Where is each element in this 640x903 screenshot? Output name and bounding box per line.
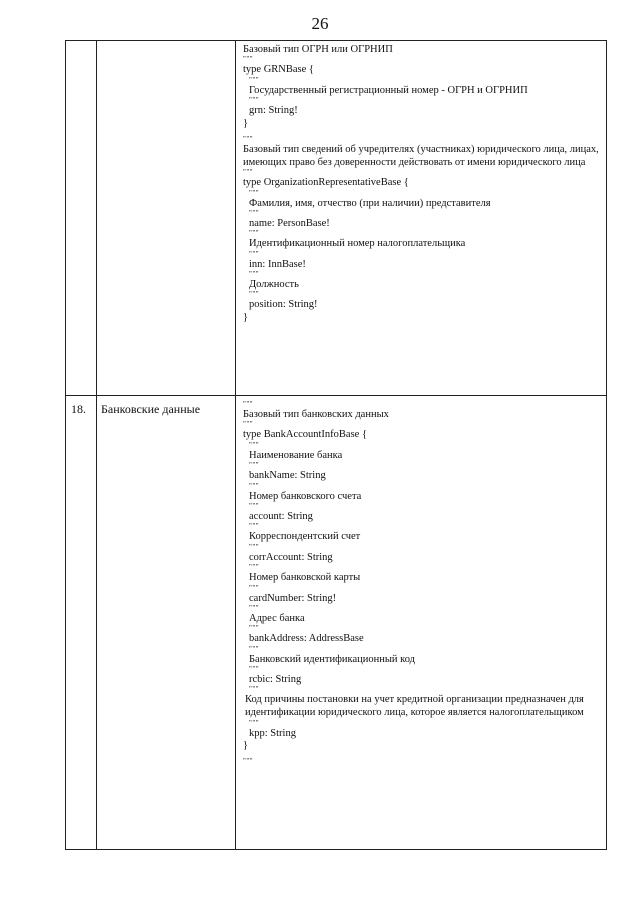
- column-divider-1: [96, 40, 97, 850]
- triple-quote: """: [249, 522, 260, 531]
- field-description: Должность: [249, 279, 299, 291]
- triple-quote: """: [249, 685, 260, 694]
- triple-quote: """: [249, 249, 260, 258]
- page-number: 26: [311, 14, 329, 33]
- field-definition: bankName: String: [249, 470, 326, 482]
- triple-quote: """: [249, 188, 260, 197]
- field-description: Наименование банка: [249, 449, 343, 461]
- field-description: Номер банковского счета: [249, 490, 362, 502]
- triple-quote: """: [243, 757, 254, 766]
- field-description: Адрес банка: [249, 612, 305, 624]
- table-border-top: [65, 40, 607, 41]
- field-definition: cardNumber: String!: [249, 592, 337, 604]
- triple-quote: """: [249, 290, 260, 299]
- triple-quote: """: [249, 563, 260, 572]
- triple-quote: """: [249, 583, 260, 592]
- triple-quote: """: [249, 96, 260, 105]
- triple-quote: """: [249, 718, 260, 727]
- triple-quote: """: [243, 134, 254, 143]
- triple-quote: """: [243, 400, 254, 408]
- field-description: Банковский идентификационный код: [249, 653, 416, 665]
- field-definition: grn: String!: [249, 105, 298, 117]
- description-paragraph: Базовый тип сведений об учредителях (участниках) юридического лица, лицах, имеющих право без доверенности действовать от имени юридического лица: [243, 143, 599, 168]
- triple-quote: """: [249, 75, 260, 84]
- triple-quote: """: [249, 624, 260, 633]
- field-definition: rcbic: String: [249, 674, 302, 686]
- row-title: Банковские данные: [101, 402, 201, 416]
- field-description: Идентификационный номер налогоплательщика: [249, 238, 466, 250]
- triple-quote: """: [243, 168, 254, 177]
- field-definition: name: PersonBase!: [249, 217, 330, 229]
- triple-quote: """: [249, 229, 260, 238]
- table-border-left: [65, 40, 66, 850]
- closing-brace: }: [243, 740, 249, 752]
- type-declaration: type GRNBase {: [243, 64, 314, 76]
- field-definition: inn: InnBase!: [249, 258, 306, 270]
- triple-quote: """: [243, 420, 254, 429]
- field-description: Государственный регистрационный номер - ОГРН и ОГРНИП: [249, 84, 528, 96]
- triple-quote: """: [249, 481, 260, 490]
- field-definition: kpp: String: [249, 727, 296, 739]
- triple-quote: """: [249, 603, 260, 612]
- triple-quote: """: [249, 440, 260, 449]
- field-definition: account: String: [249, 510, 313, 522]
- row-number: 18.: [71, 402, 86, 416]
- triple-quote: """: [249, 665, 260, 674]
- table-border-bottom: [65, 849, 607, 850]
- field-description: Код причины постановки на учет кредитной организации предназначен для идентификации юридического лица, которое является налогоплательщиком: [245, 694, 584, 719]
- closing-brace: }: [243, 311, 249, 323]
- field-description: Фамилия, имя, отчество (при наличии) представителя: [249, 197, 491, 209]
- triple-quote: """: [249, 501, 260, 510]
- field-definition: position: String!: [249, 299, 318, 311]
- table-border-right: [606, 40, 607, 850]
- description-line: Базовый тип ОГРН или ОГРНИП: [243, 44, 393, 55]
- type-declaration: type BankAccountInfoBase {: [243, 429, 368, 441]
- description-line: Базовый тип банковских данных: [243, 409, 389, 420]
- triple-quote: """: [243, 55, 254, 64]
- row-divider: [65, 395, 607, 396]
- field-description: Номер банковской карты: [249, 572, 361, 584]
- triple-quote: """: [249, 270, 260, 279]
- type-declaration: type OrganizationRepresentativeBase {: [243, 177, 409, 189]
- triple-quote: """: [249, 208, 260, 217]
- code-block-row17: [243, 44, 603, 324]
- triple-quote: """: [249, 644, 260, 653]
- field-definition: corrAccount: String: [249, 551, 333, 563]
- column-divider-2: [235, 40, 236, 850]
- triple-quote: """: [249, 461, 260, 470]
- field-definition: bankAddress: AddressBase: [249, 633, 364, 645]
- triple-quote: """: [249, 542, 260, 551]
- closing-brace: }: [243, 117, 249, 129]
- field-description: Корреспондентский счет: [249, 531, 361, 543]
- code-block-row18: [243, 401, 603, 766]
